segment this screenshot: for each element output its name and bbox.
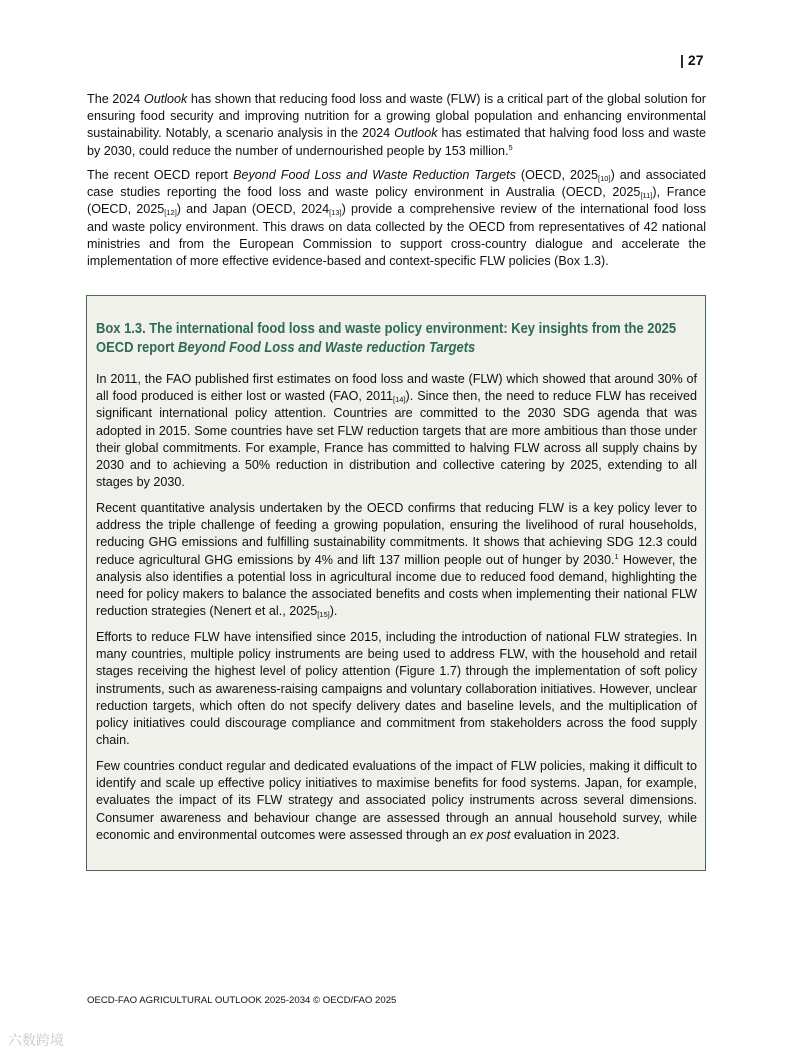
reference-marker[interactable]: [13] [329,208,342,218]
text-run: Recent quantitative analysis undertaken by the OECD confirms that reducing FLW is a key policy lever to address the triple challenge of feeding a growing population, ensuring the livelihood of rural households, reducing GHG emissions and fulfilling sustainability commitments. It shows that achieving SDG 12.3 could reduce agricultural GHG emissions by 4% and lift 137 million people out of hunger by 2030. [96,501,697,567]
text-italic: Outlook [143,92,188,106]
footnote-marker[interactable]: 1 [614,551,619,561]
box-title-main: Box 1.3. The international food loss and waste policy environment: Key insights from the 2025 OECD report [96,321,677,356]
text-run: The 2024 [87,92,144,106]
text-run: evaluation in 2023. [510,827,620,842]
text-run: has shown that reducing food loss and waste (FLW) is a critical part of the global solution for ensuring food security and improving nutrition for a growing global population and enhancing environmental sustainability. Notably, a scenario analysis in the 2024 [87,92,706,141]
text-run: The recent OECD report [87,168,234,182]
footnote-marker[interactable]: 5 [508,142,513,152]
box-paragraph: Efforts to reduce FLW have intensified since 2015, including the introduction of national FLW strategies. In many countries, multiple policy instruments are being used to address FLW, with the household and retail stages receiving the highest level of policy attention (Figure 1.7) through the implementation of soft policy instruments, such as awareness-raising campaigns and voluntary collaboration initiatives. However, unclear reduction targets, which often do not specify delivery dates and baseline levels, and the multiplication of policy initiatives could discourage compliance and commitment from stakeholders across the food supply chain. [96,630,697,748]
report-title-italic: Beyond Food Loss and Waste Reduction Targets [233,168,516,182]
watermark-logo: 六数跨境 [8,1032,64,1048]
box-title-italic: Beyond Food Loss and Waste reduction Targets [178,340,476,356]
box-paragraph [96,758,697,844]
text-run: ) and associated case studies reporting the food loss and waste policy environment in Australia (OECD, 2025 [87,168,707,200]
box-paragraph [96,500,697,620]
box-title [96,320,696,358]
page-number-separator: | [680,52,684,68]
text-run: ) and Japan (OECD, 2024 [176,202,330,217]
text-run: ), France (OECD, 2025 [87,185,706,217]
text-italic: ex post [469,827,511,842]
text-run: ). [329,604,338,619]
paragraph-outlook-intro [87,91,706,160]
reference-marker[interactable]: [14] [393,395,406,405]
reference-marker[interactable]: [15] [317,610,330,620]
text-run: ) provide a comprehensive review of the international food loss and waste policy environment. This draws on data collected by the OECD from representatives of 42 national ministries and from the European Commission to support cross-country dialogue and accelerate the implementation of more effective evidence-based and context-specific FLW policies (Box 1.3). [87,202,707,269]
reference-marker[interactable]: [11] [640,191,653,201]
text-italic: Outlook [394,126,438,141]
box-1-3 [86,295,706,871]
page-number-value: 27 [687,52,704,68]
page-footer: OECD-FAO AGRICULTURAL OUTLOOK 2025-2034 © OECD/FAO 2025 [87,995,397,1006]
text-run: has estimated that halving food loss and waste by 2030, could reduce the number of undernourished people by 153 million. [87,126,706,158]
text-run: ). Since then, the need to reduce FLW has received significant international policy attention. Countries are committed to the 2030 SDG agenda that was adopted in 2015. Some countries have set FLW reduction targets that are more ambitious than those under their global commitments. For example, France has committed to halving FLW across all supply chains by 2030 and to achieving a 50% reduction in distribution and collective catering by 2025, extending to all stages by 2030. [96,389,697,490]
text-run: In 2011, the FAO published first estimates on food loss and waste (FLW) which showed that around 30% of all food produced is either lost or wasted (FAO, 2011 [96,372,697,404]
reference-marker[interactable]: [12] [164,208,177,218]
paragraph-oecd-report [87,167,706,270]
reference-marker[interactable]: [10] [598,174,611,183]
box-body [96,371,697,853]
box-paragraph [96,371,697,491]
text-run: (OECD, 2025 [515,168,599,182]
text-run: Few countries conduct regular and dedicated evaluations of the impact of FLW policies, making it difficult to identify and scale up effective policy initiatives to maximise benefits for food systems. Japan, for example, evaluates the impact of its FLW strategy and associated policy instruments across several dimensions. Consumer awareness and behaviour change are assessed through an annual household survey, while economic and environmental outcomes were assessed through an [96,759,697,842]
text-run: However, the analysis also identifies a potential loss in agricultural income due to reduced food demand, highlighting the need for policy makers to balance the associated benefits and costs when implementing their national FLW reduction strategies (Nenert et al., 2025 [96,552,697,619]
page-number [680,52,704,68]
